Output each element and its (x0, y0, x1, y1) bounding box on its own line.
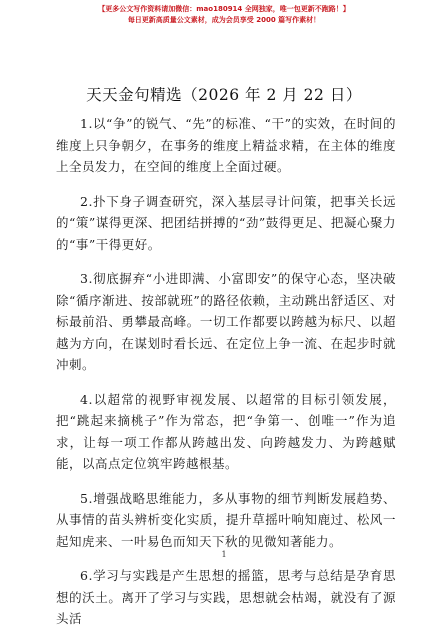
paragraph-3: 3.彻底摒弃“小进即满、小富即安”的保守心态，坚决破除“循序渐进、按部就班”的路径依赖，主动跳出舒适区、对标最前沿、勇攀最高峰。一切工作都要以跨越为标尺、以超越为方向，在谋划时看长远、在定位上争一流、在起步时就冲刺。 (56, 271, 396, 372)
document-title: 天天金句精选（2026 年 2 月 22 日） (86, 86, 362, 104)
paragraph-1: 1.以“争”的锐气、“先”的标准、“干”的实效，在时间的维度上只争朝夕，在事务的维度上精益求精，在主体的维度上全员发力，在空间的维度上全面过硬。 (56, 116, 396, 174)
paragraph-2: 2.扑下身子调查研究，深入基层寻计问策，把事关长远的“策”谋得更深、把团结拼搏的“劲”鼓得更足、把凝心聚力的“事”干得更好。 (56, 193, 396, 252)
paragraph-6: 6.学习与实践是产生思想的摇篮，思考与总结是孕育思想的沃土。离开了学习与实践，思想就会枯竭，就没有了源头活 (56, 568, 396, 626)
paragraph-5: 5.增强战略思维能力，多从事物的细节判断发展趋势、从事情的苗头辨析变化实质，提升草摇叶响知鹿过、松风一起知虎来、一叶易色而知天下秋的见微知著能力。 (56, 490, 396, 549)
paragraph-4: 4.以超常的视野审视发展、以超常的目标引领发展，把“跳起来摘桃子”作为常态，把“争第一、创唯一”作为追求，让每一项工作都从跨越出发、向跨越发力、为跨越赋能，以高点定位筑牢跨越根基。 (56, 391, 396, 471)
promo-banner-line-1: 【更多公文写作资料请加微信：mao180914 全网独家，唯一包更新不跑路！】 (98, 5, 350, 13)
promo-banner (0, 4, 448, 26)
page-number: 1 (221, 550, 227, 559)
promo-banner-line-2: 每日更新高质量公文素材，成为会员享受 2000 篇写作素材！ (127, 16, 321, 24)
